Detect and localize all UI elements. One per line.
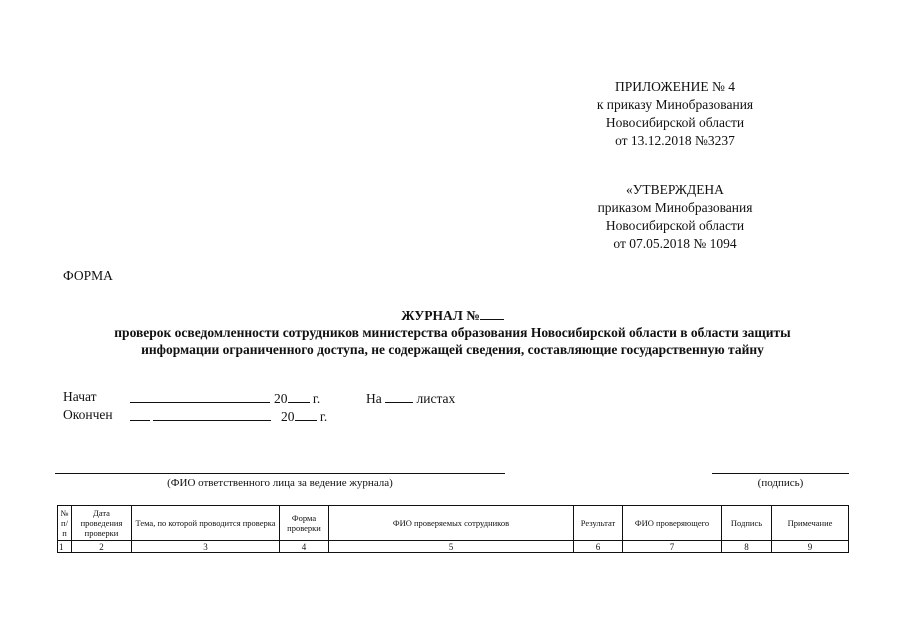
header-check-date: Дата проведения проверки xyxy=(72,506,132,541)
journal-number-blank xyxy=(480,306,504,320)
form-label: ФОРМА xyxy=(63,268,113,283)
started-label: Начат xyxy=(63,389,97,404)
header-result: Результат xyxy=(574,506,623,541)
table-number-row xyxy=(58,541,849,553)
sheets-prefix: На xyxy=(366,391,382,406)
approved-line-1: «УТВЕРЖДЕНА xyxy=(626,182,724,197)
started-year-suffix: г. xyxy=(312,391,321,406)
finished-label: Окончен xyxy=(63,407,113,422)
header-number: № п/п xyxy=(58,506,72,541)
approved-block xyxy=(560,181,790,253)
appendix-block xyxy=(560,78,790,150)
started-year-prefix: 20 xyxy=(274,391,288,406)
approved-line-3: Новосибирской области xyxy=(605,218,745,233)
appendix-line-1: ПРИЛОЖЕНИЕ № 4 xyxy=(614,79,736,94)
journal-title-line-1: ЖУРНАЛ № xyxy=(401,308,480,323)
responsible-caption: (ФИО ответственного лица за ведение журнала) xyxy=(167,477,393,489)
approved-line-4: от 07.05.2018 № 1094 xyxy=(613,236,737,251)
column-number-2: 2 xyxy=(72,541,132,553)
column-number-8: 8 xyxy=(722,541,772,553)
column-number-1: 1 xyxy=(58,541,72,553)
header-signature: Подпись xyxy=(722,506,772,541)
journal-title-line-2: проверок осведомленности сотрудников министерства образования Новосибирской области в области защиты xyxy=(114,325,791,340)
appendix-line-4: от 13.12.2018 №3237 xyxy=(615,133,735,148)
finished-year-suffix: г. xyxy=(319,409,328,424)
column-number-3: 3 xyxy=(132,541,280,553)
appendix-line-3: Новосибирской области xyxy=(605,115,745,130)
responsible-name-line xyxy=(55,473,505,474)
column-number-5: 5 xyxy=(329,541,574,553)
finished-year-prefix: 20 xyxy=(281,409,295,424)
header-check-form: Форма проверки xyxy=(280,506,329,541)
column-number-6: 6 xyxy=(574,541,623,553)
table-header-row xyxy=(58,506,849,541)
started-date-blank xyxy=(130,389,270,407)
approved-line-2: приказом Минобразования xyxy=(597,200,753,215)
journal-table xyxy=(57,505,849,553)
header-note: Примечание xyxy=(772,506,849,541)
header-topic: Тема, по которой проводится проверка xyxy=(132,506,280,541)
finished-date-blank xyxy=(130,407,271,425)
sheets-count xyxy=(366,389,455,407)
signature-caption: (подпись) xyxy=(757,477,804,489)
column-number-4: 4 xyxy=(280,541,329,553)
column-number-9: 9 xyxy=(772,541,849,553)
appendix-line-2: к приказу Минобразования xyxy=(596,97,754,112)
header-employees: ФИО проверяемых сотрудников xyxy=(329,506,574,541)
journal-title-line-3: информации ограниченного доступа, не содержащей сведения, составляющие государственную тайну xyxy=(141,342,764,357)
header-inspector: ФИО проверяющего xyxy=(623,506,722,541)
finished-year xyxy=(281,407,327,425)
signature-line xyxy=(712,473,849,474)
sheets-suffix: листах xyxy=(416,391,456,406)
journal-title xyxy=(40,306,865,358)
started-year xyxy=(274,389,320,407)
column-number-7: 7 xyxy=(623,541,722,553)
